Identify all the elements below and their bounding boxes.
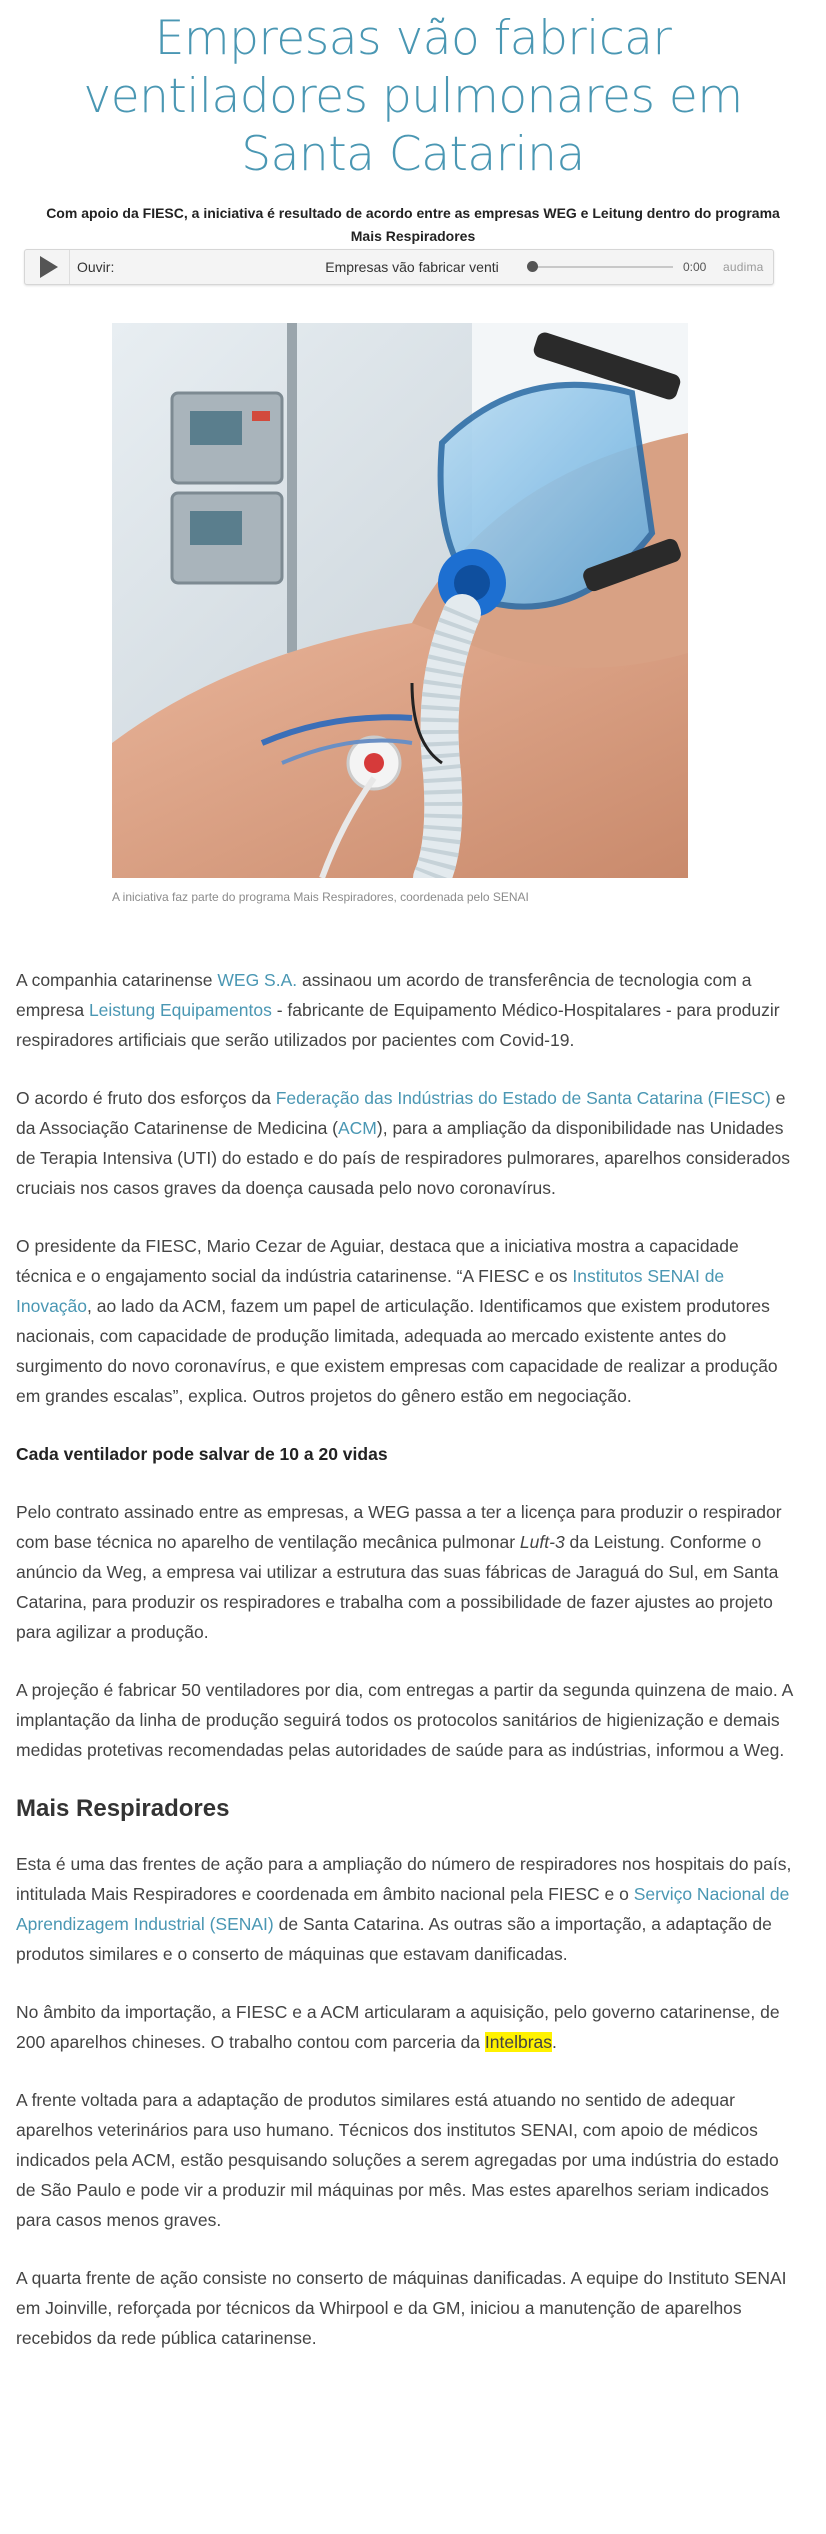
audio-player	[24, 249, 774, 285]
text: Esta é uma das frentes de ação para a ampliação do número de respiradores nos hospitais do país, intitulada Mais Respiradores e coordenada em âmbito nacional pela FIESC e o	[16, 1854, 792, 1904]
text: assinaou um acordo de transferência de tecnologia com a empresa	[16, 970, 752, 1020]
text: O presidente da FIESC, Mario Cezar de Aguiar, destaca que a iniciativa mostra a capacidade técnica e o engajamento social da indústria catarinense. “A FIESC e os	[16, 1236, 739, 1286]
text: , ao lado da ACM, fazem um papel de articulação. Identificamos que existem produtores nacionais, com capacidade de produção limitada, adequada ao mercado existente antes do surgimento do novo coronavírus, e que existem empresas com capacidade de realizar a produção em grandes escalas”, explica. Outros projetos do gênero estão em negociação.	[16, 1296, 778, 1406]
link-acm[interactable]: ACM	[338, 1118, 377, 1138]
paragraph-7	[16, 1997, 796, 2057]
model-name: Luft-3	[519, 1532, 565, 1552]
paragraph-1	[16, 965, 796, 1055]
listen-label: Ouvir:	[77, 259, 115, 275]
section-subheading: Cada ventilador pode salvar de 10 a 20 vidas	[16, 1444, 388, 1464]
highlight-intelbras: Intelbras	[484, 2032, 553, 2052]
player-brand-logo[interactable]: audima	[723, 260, 764, 274]
link-senai-institutos[interactable]: Institutos SENAI de Inovação	[16, 1266, 725, 1316]
paragraph-2	[16, 1083, 796, 1203]
paragraph-6	[16, 1849, 796, 1969]
text: da Leistung. Conforme o anúncio da Weg, a empresa vai utilizar a estrutura das suas fábricas de Jaraguá do Sul, em Santa Catarina, para produzir os respiradores e trabalha com a possibilidade de fazer ajustes ao projeto para agilizar a produção.	[16, 1532, 779, 1642]
track-title: Empresas vão fabricar venti	[325, 259, 499, 275]
time-display: 0:00	[683, 260, 707, 274]
text: de Santa Catarina. As outras são a importação, a adaptação de produtos similares e o conserto de máquinas que estavam danificadas.	[16, 1914, 772, 1964]
figure-caption: A iniciativa faz parte do programa Mais Respiradores, coordenada pelo SENAI	[112, 890, 529, 904]
article-body	[16, 965, 796, 2381]
link-senai[interactable]: Serviço Nacional de Aprendizagem Industrial (SENAI)	[16, 1884, 790, 1934]
play-button[interactable]	[25, 250, 70, 284]
paragraph-8: A frente voltada para a adaptação de produtos similares está atuando no sentido de adequar aparelhos veterinários para uso humano. Técnicos dos institutos SENAI, com apoio de médicos indicados pela ACM, estão pesquisando soluções a serem agregadas por uma indústria do estado de São Paulo e pode vir a produzir mil máquinas por mês. Mas estes aparelhos seriam indicados para casos menos graves.	[16, 2090, 779, 2230]
paragraph-5: A projeção é fabricar 50 ventiladores por dia, com entregas a partir da segunda quinzena de maio. A implantação da linha de produção seguirá todos os protocolos sanitários de higienização e demais medidas protetivas recomendadas pelas autoridades de saúde para as indústrias, informou a Weg.	[16, 1680, 793, 1760]
article-figure	[112, 323, 688, 904]
text: ), para a ampliação da disponibilidade nas Unidades de Terapia Intensiva (UTI) do estado e do país de respiradores pulmorares, aparelhos considerados cruciais nos casos graves da doença causada pelo novo coronavírus.	[16, 1118, 791, 1198]
text: e da Associação Catarinense de Medicina (	[16, 1088, 786, 1138]
article-subtitle: Com apoio da FIESC, a iniciativa é resultado de acordo entre as empresas WEG e Leitung dentro do programa Mais Respiradores	[46, 205, 780, 244]
ventilator-patient-photo	[112, 323, 688, 878]
link-leistung[interactable]: Leistung Equipamentos	[88, 1000, 272, 1020]
section-heading: Mais Respiradores	[16, 1795, 230, 1822]
article-page	[0, 10, 826, 2534]
text: Pelo contrato assinado entre as empresas, a WEG passa a ter a licença para produzir o respirador com base técnica no aparelho de ventilação mecânica pulmonar	[16, 1502, 782, 1552]
text: - fabricante de Equipamento Médico-Hospitalares - para produzir respiradores artificiais que serão utilizados por pacientes com Covid-19.	[16, 1000, 780, 1050]
link-weg[interactable]: WEG S.A.	[217, 970, 298, 990]
paragraph-9: A quarta frente de ação consiste no conserto de máquinas danificadas. A equipe do Instituto SENAI em Joinville, reforçada por técnicos da Whirpool e da GM, iniciou a manutenção de aparelhos recebidos da rede pública catarinense.	[16, 2268, 787, 2348]
progress-bar[interactable]	[533, 266, 673, 268]
text: No âmbito da importação, a FIESC e a ACM articularam a aquisição, pelo governo catarinense, de 200 aparelhos chineses. O trabalho contou com parceria da	[16, 2002, 780, 2052]
paragraph-4	[16, 1497, 796, 1647]
progress-handle[interactable]	[527, 261, 538, 272]
text: O acordo é fruto dos esforços da	[16, 1088, 276, 1108]
page-title: Empresas vão fabricar ventiladores pulmonares em Santa Catarina	[83, 11, 743, 182]
text: .	[552, 2032, 557, 2052]
link-fiesc[interactable]: Federação das Indústrias do Estado de Santa Catarina (FIESC)	[275, 1088, 771, 1108]
play-icon	[40, 256, 58, 278]
text: A companhia catarinense	[16, 970, 218, 990]
paragraph-3	[16, 1231, 796, 1411]
